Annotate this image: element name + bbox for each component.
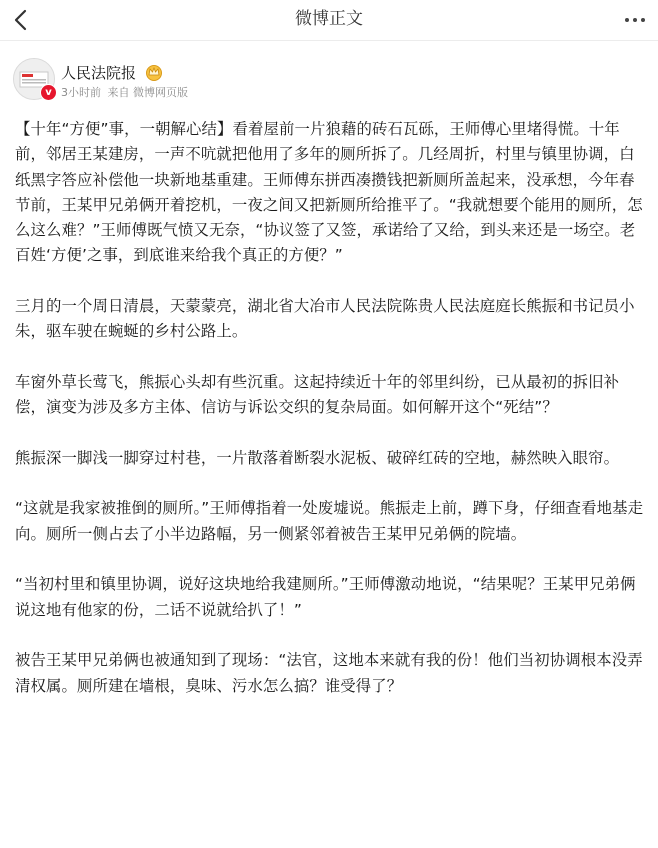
post-paragraph: “当初村里和镇里协调，说好这块地给我建厕所。”王师傅激动地说，“结果呢？王某甲兄弟俩说这地有他家的份，二话不说就给扒了！” <box>15 575 636 619</box>
more-button[interactable] <box>622 8 648 32</box>
author-block <box>13 58 413 102</box>
post-paragraph: 被告王某甲兄弟俩也被通知到了现场：“法官，这地本来就有我的份！他们当初协调根本没弄清权属。厕所建在墙根，臭味、污水怎么搞？谁受得了？ <box>15 651 643 695</box>
post-time: 3小时前 <box>61 86 101 99</box>
post-meta <box>61 84 191 100</box>
page-title: 微博正文 <box>295 9 363 29</box>
post-paragraph: “这就是我家被推倒的厕所。”王师傅指着一处废墟说。熊振走上前，蹲下身，仔细查看地基走向。厕所一侧占去了小半边路幅，另一侧紧邻着被告王某甲兄弟俩的院墙。 <box>15 499 644 543</box>
crown-badge-icon <box>144 63 164 81</box>
top-bar <box>0 0 658 41</box>
post-paragraph: 车窗外草长莺飞，熊振心头却有些沉重。这起持续近十年的邻里纠纷，已从最初的拆旧补偿，演变为涉及多方主体、信访与诉讼交织的复杂局面。如何解开这个“死结”？ <box>15 372 620 417</box>
post-paragraph: 熊振深一脚浅一脚穿过村巷，一片散落着断裂水泥板、破碎红砖的空地，赫然映入眼帘。 <box>15 448 620 467</box>
author-name[interactable]: 人民法院报 <box>61 64 137 82</box>
more-dots-icon <box>622 8 648 32</box>
post-content <box>15 117 645 724</box>
post-paragraph: 【十年“方便”事，一朝解心结】看着屋前一片狼藉的砖石瓦砾，王师傅心里堵得慌。十年前，邻居王某建房，一声不吭就把他用了多年的厕所拆了。几经周折，村里与镇里协调，白纸黑字答应补偿他一块新地基重建。王师傅东拼西凑攒钱把新厕所盖起来，没承想，今年春节前，王某甲兄弟俩开着挖机，一夜之间又把新厕所给推平了。“我就想要个能用的厕所，怎么这么难？”王师傅既气愤又无奈，“协议签了又签，承诺给了又给，到头来还是一场空。老百姓‘方便’之事，到底谁来给我个真正的方便？” <box>15 120 643 265</box>
post-paragraph: 三月的一个周日清晨，天蒙蒙亮，湖北省大冶市人民法院陈贵人民法庭庭长熊振和书记员小朱，驱车驶在蜿蜒的乡村公路上。 <box>15 297 635 341</box>
verified-badge-icon: v <box>40 84 57 101</box>
bottom-fade <box>0 830 658 848</box>
post-source: 来自 微博网页版 <box>107 86 188 99</box>
